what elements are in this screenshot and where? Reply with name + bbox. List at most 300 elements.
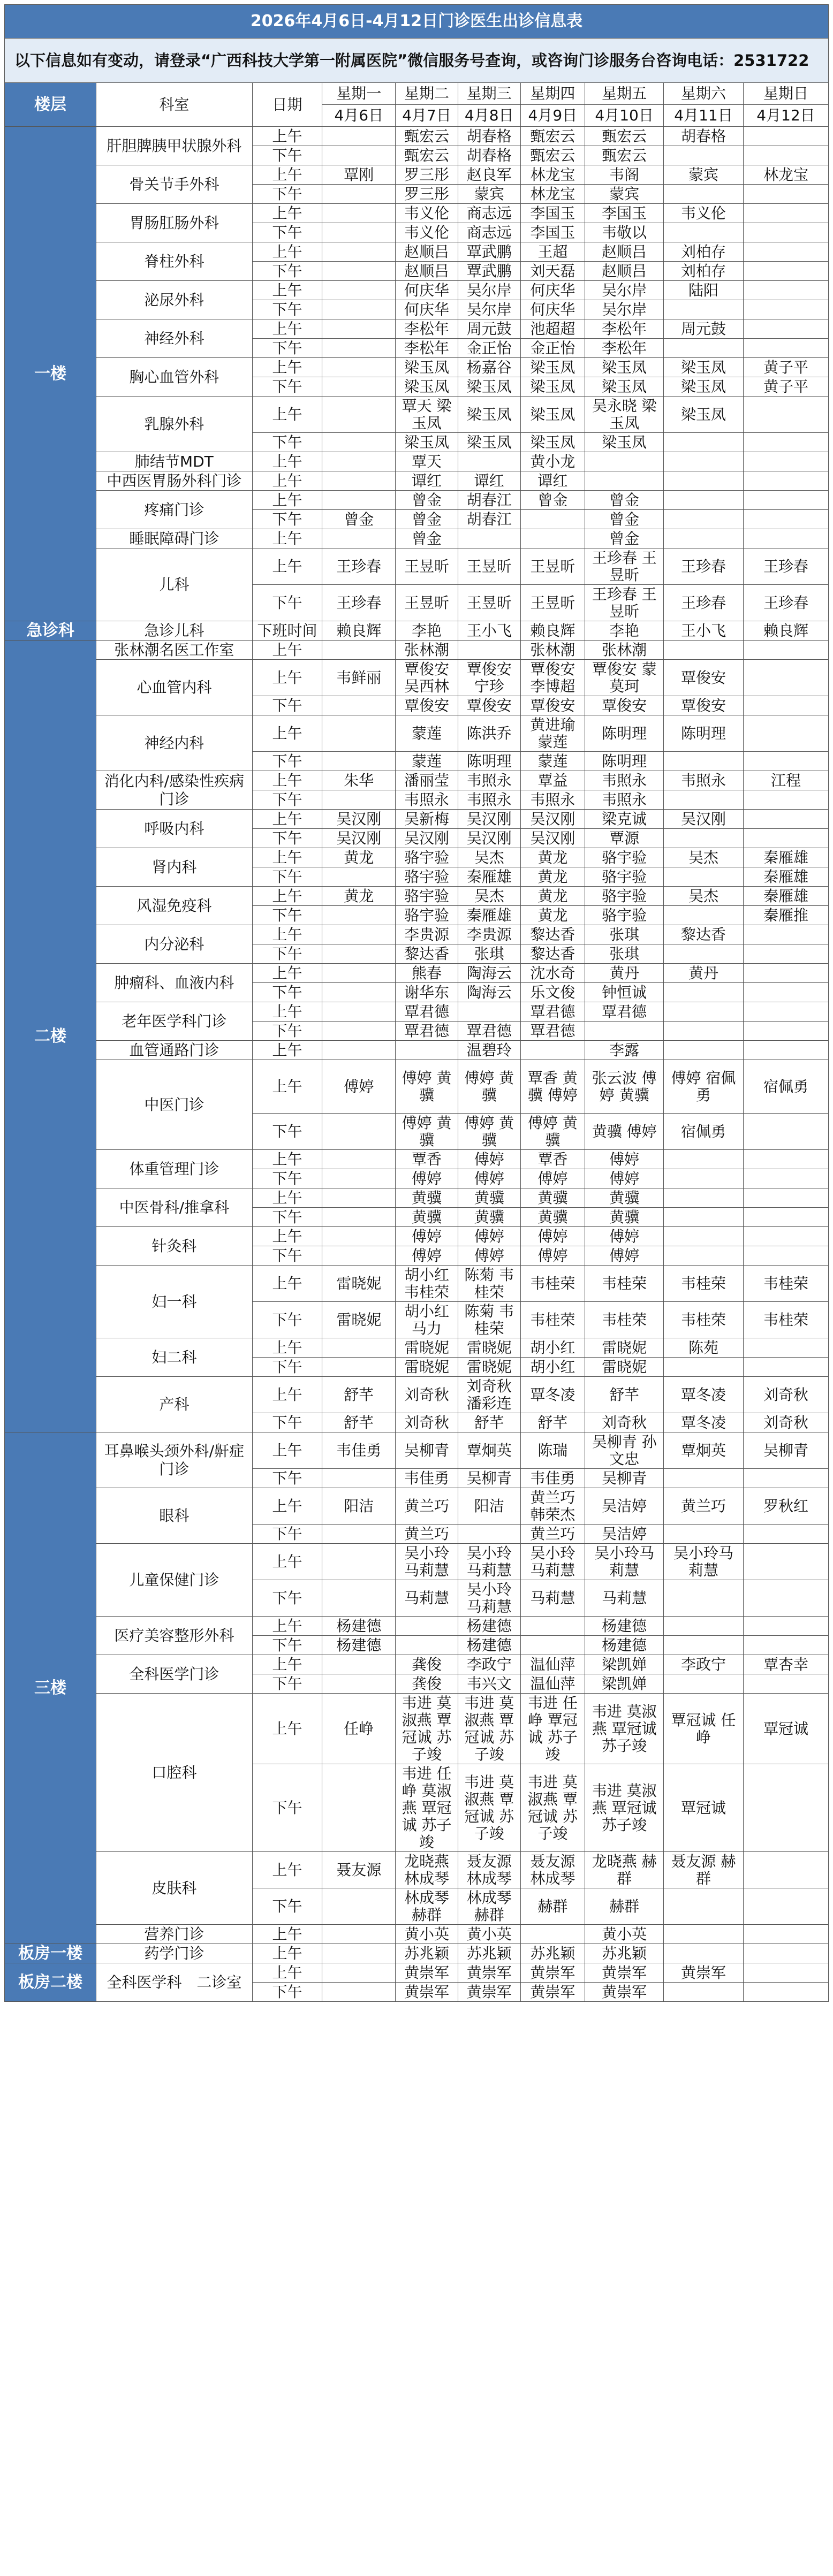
doctor-cell: 陈苑 xyxy=(664,1338,744,1358)
doctor-cell xyxy=(520,1617,585,1636)
doctor-cell: 赵顺吕 xyxy=(585,242,664,262)
doctor-cell: 韦照永 xyxy=(458,790,520,810)
doctor-cell xyxy=(322,339,396,358)
doctor-cell: 赵顺吕 xyxy=(585,262,664,281)
doctor-cell: 杨建德 xyxy=(458,1617,520,1636)
doctor-cell: 梁玉凤 xyxy=(396,358,458,377)
doctor-cell: 曾金 xyxy=(322,510,396,529)
schedule-sheet xyxy=(4,4,829,2002)
doctor-cell: 吴尔岸 xyxy=(458,300,520,319)
date-cell-header: 4月8日 xyxy=(458,105,520,127)
doctor-cell: 马莉慧 xyxy=(396,1580,458,1617)
doctor-cell: 梁玉凤 xyxy=(520,397,585,433)
doctor-cell: 胡春格 xyxy=(664,127,744,146)
doctor-cell: 覃刚 xyxy=(322,165,396,185)
doctor-cell: 覃君德 xyxy=(396,1002,458,1022)
doctor-cell: 林成琴 赫群 xyxy=(396,1888,458,1925)
doctor-cell xyxy=(322,983,396,1002)
doctor-cell: 李松年 xyxy=(396,319,458,339)
doctor-cell xyxy=(743,715,828,752)
doctor-cell: 覃天 xyxy=(396,452,458,471)
doctor-cell: 骆宇验 xyxy=(585,848,664,867)
doctor-cell: 吴尔岸 xyxy=(458,281,520,300)
doctor-cell: 黄骥 xyxy=(396,1188,458,1208)
doctor-cell xyxy=(664,1525,744,1544)
doctor-cell xyxy=(322,925,396,944)
doctor-cell xyxy=(743,752,828,771)
session-time: 上午 xyxy=(252,204,322,223)
dept-name: 老年医学科门诊 xyxy=(96,1002,252,1041)
doctor-cell: 韦义伦 xyxy=(396,223,458,242)
doctor-cell: 甄宏云 xyxy=(396,127,458,146)
doctor-cell: 覃俊安 xyxy=(520,696,585,715)
session-time: 上午 xyxy=(252,452,322,471)
table-row xyxy=(5,452,829,471)
doctor-cell: 王小飞 xyxy=(458,621,520,641)
doctor-cell: 曾金 xyxy=(520,491,585,510)
doctor-cell: 龚俊 xyxy=(396,1674,458,1694)
session-time: 下午 xyxy=(252,1208,322,1227)
table-row xyxy=(5,1852,829,1888)
doctor-cell: 宿佩勇 xyxy=(664,1114,744,1150)
doctor-cell xyxy=(322,1888,396,1925)
doctor-cell: 谭红 xyxy=(520,471,585,491)
session-time: 上午 xyxy=(252,165,322,185)
doctor-cell: 陈瑞 xyxy=(520,1432,585,1469)
table-row xyxy=(5,165,829,185)
doctor-cell: 韦佳勇 xyxy=(520,1469,585,1488)
dept-name: 营养门诊 xyxy=(96,1925,252,1944)
doctor-cell: 黄兰巧 xyxy=(396,1488,458,1525)
table-row xyxy=(5,848,829,867)
doctor-cell: 梁玉凤 xyxy=(664,397,744,433)
doctor-cell xyxy=(664,1888,744,1925)
dept-name: 神经内科 xyxy=(96,715,252,771)
dept-name: 药学门诊 xyxy=(96,1944,252,1963)
doctor-cell: 覃益 xyxy=(520,771,585,790)
doctor-cell xyxy=(743,696,828,715)
weekday-header: 星期四 xyxy=(520,83,585,105)
session-time: 上午 xyxy=(252,548,322,585)
doctor-cell xyxy=(664,867,744,887)
doctor-cell: 傅婷 黄骥 xyxy=(396,1060,458,1114)
session-time: 上午 xyxy=(252,1002,322,1022)
doctor-cell: 覃香 黄骥 傅婷 xyxy=(520,1060,585,1114)
doctor-cell: 陈明理 xyxy=(585,715,664,752)
doctor-cell: 王珍春 xyxy=(743,548,828,585)
doctor-cell xyxy=(743,1041,828,1060)
doctor-cell: 黄龙 xyxy=(520,906,585,925)
table-row xyxy=(5,471,829,491)
doctor-cell: 李松年 xyxy=(396,339,458,358)
doctor-cell: 韦桂荣 xyxy=(520,1302,585,1338)
doctor-cell: 王昱昕 xyxy=(520,585,585,621)
doctor-cell: 黄龙 xyxy=(520,848,585,867)
date-cell-header: 4月7日 xyxy=(396,105,458,127)
doctor-cell: 雷晓妮 xyxy=(322,1266,396,1302)
doctor-cell: 胡小红 xyxy=(520,1338,585,1358)
dept-name: 乳腺外科 xyxy=(96,397,252,452)
doctor-cell: 吴洁婷 xyxy=(585,1488,664,1525)
doctor-cell: 杨建德 xyxy=(585,1636,664,1655)
doctor-cell: 覃冬凌 xyxy=(664,1377,744,1413)
table-row xyxy=(5,1338,829,1358)
doctor-cell: 刘奇秋 xyxy=(743,1377,828,1413)
doctor-cell: 梁玉凤 xyxy=(585,377,664,397)
doctor-cell xyxy=(664,790,744,810)
doctor-cell: 骆宇验 xyxy=(585,906,664,925)
doctor-cell xyxy=(322,1544,396,1580)
doctor-cell xyxy=(664,1227,744,1246)
dept-name: 产科 xyxy=(96,1377,252,1432)
session-time: 上午 xyxy=(252,660,322,696)
doctor-cell: 梁凯婵 xyxy=(585,1655,664,1674)
doctor-cell xyxy=(743,300,828,319)
doctor-cell: 王小飞 xyxy=(664,621,744,641)
doctor-cell: 陈洪乔 xyxy=(458,715,520,752)
doctor-cell: 胡小红 韦桂荣 xyxy=(396,1266,458,1302)
session-time: 上午 xyxy=(252,1266,322,1302)
session-time: 下午 xyxy=(252,585,322,621)
doctor-cell: 甄宏云 xyxy=(520,127,585,146)
doctor-cell: 吴汉刚 xyxy=(396,829,458,848)
doctor-cell xyxy=(743,1617,828,1636)
dept-name: 肾内科 xyxy=(96,848,252,887)
doctor-cell: 吴柳青 xyxy=(585,1469,664,1488)
dept-name: 妇二科 xyxy=(96,1338,252,1377)
doctor-cell xyxy=(743,1150,828,1169)
doctor-cell: 韦义伦 xyxy=(396,204,458,223)
table-row xyxy=(5,1655,829,1674)
doctor-cell: 覃俊安 李博超 xyxy=(520,660,585,696)
session-time: 上午 xyxy=(252,1488,322,1525)
weekday-header: 星期一 xyxy=(322,83,396,105)
doctor-cell: 赖良辉 xyxy=(520,621,585,641)
doctor-cell xyxy=(322,790,396,810)
date-cell-header: 4月10日 xyxy=(585,105,664,127)
doctor-cell: 舒芊 xyxy=(585,1377,664,1413)
table-row xyxy=(5,964,829,983)
session-time: 上午 xyxy=(252,1925,322,1944)
doctor-cell: 任峥 xyxy=(322,1694,396,1764)
doctor-cell: 刘柏存 xyxy=(664,262,744,281)
doctor-cell: 李贵源 xyxy=(458,925,520,944)
dept-name: 胃肠肛肠外科 xyxy=(96,204,252,242)
table-row xyxy=(5,1150,829,1169)
session-time: 上午 xyxy=(252,471,322,491)
doctor-cell xyxy=(743,127,828,146)
doctor-cell: 覃俊安 xyxy=(585,696,664,715)
doctor-cell xyxy=(322,300,396,319)
dept-name: 中西医胃肠外科门诊 xyxy=(96,471,252,491)
dept-name: 泌尿外科 xyxy=(96,281,252,319)
doctor-cell xyxy=(743,983,828,1002)
doctor-cell: 胡春江 xyxy=(458,510,520,529)
dept-name: 体重管理门诊 xyxy=(96,1150,252,1188)
dept-name: 胸心血管外科 xyxy=(96,358,252,397)
doctor-cell xyxy=(743,281,828,300)
doctor-cell: 聂友源 赫群 xyxy=(664,1852,744,1888)
doctor-cell xyxy=(396,1636,458,1655)
doctor-cell: 覃源 xyxy=(585,829,664,848)
doctor-cell: 黄兰巧 xyxy=(664,1488,744,1525)
doctor-cell: 秦雁雄 xyxy=(458,867,520,887)
doctor-cell: 黄兰巧 xyxy=(520,1525,585,1544)
doctor-cell: 黄龙 xyxy=(520,887,585,906)
doctor-cell: 赵顺吕 xyxy=(396,242,458,262)
doctor-cell: 张琪 xyxy=(585,944,664,964)
doctor-cell: 韦佳勇 xyxy=(396,1469,458,1488)
floor-label: 二楼 xyxy=(5,641,96,1432)
table-row xyxy=(5,1694,829,1764)
table-row xyxy=(5,1488,829,1525)
doctor-cell: 黄骥 傅婷 xyxy=(585,1114,664,1150)
doctor-cell: 阳洁 xyxy=(458,1488,520,1525)
doctor-cell xyxy=(743,810,828,829)
doctor-cell: 刘奇秋 xyxy=(396,1413,458,1432)
doctor-cell: 李松年 xyxy=(585,339,664,358)
doctor-cell: 陈明理 xyxy=(664,715,744,752)
doctor-cell: 梁玉凤 xyxy=(664,358,744,377)
doctor-cell: 傅婷 xyxy=(322,1060,396,1114)
doctor-cell: 聂友源 xyxy=(322,1852,396,1888)
doctor-cell xyxy=(664,471,744,491)
session-time: 下午 xyxy=(252,1674,322,1694)
doctor-cell xyxy=(664,433,744,452)
session-time: 下午 xyxy=(252,1358,322,1377)
weekday-header: 星期五 xyxy=(585,83,664,105)
weekday-header: 星期日 xyxy=(743,83,828,105)
doctor-cell: 舒芊 xyxy=(322,1413,396,1432)
doctor-cell: 陶海云 xyxy=(458,964,520,983)
dept-name: 急诊儿科 xyxy=(96,621,252,641)
date-cell-header: 4月12日 xyxy=(743,105,828,127)
doctor-cell: 杨建德 xyxy=(458,1636,520,1655)
doctor-cell xyxy=(458,1525,520,1544)
doctor-cell: 陈明理 xyxy=(458,752,520,771)
doctor-cell: 梁玉凤 xyxy=(458,377,520,397)
doctor-cell: 傅婷 xyxy=(520,1169,585,1188)
date-cell-header: 4月9日 xyxy=(520,105,585,127)
doctor-cell: 吴洁婷 xyxy=(585,1525,664,1544)
session-time: 上午 xyxy=(252,358,322,377)
doctor-cell xyxy=(743,1525,828,1544)
doctor-cell: 梁玉凤 xyxy=(520,377,585,397)
doctor-cell xyxy=(743,1925,828,1944)
doctor-cell: 周元鼓 xyxy=(664,319,744,339)
doctor-cell: 吴汉刚 xyxy=(520,829,585,848)
doctor-cell xyxy=(743,1963,828,1983)
doctor-cell: 覃冬凌 xyxy=(664,1413,744,1432)
doctor-cell xyxy=(743,1227,828,1246)
dept-name: 脊柱外科 xyxy=(96,242,252,281)
doctor-cell: 黎达香 xyxy=(520,925,585,944)
doctor-cell xyxy=(664,300,744,319)
doctor-cell: 胡小红 马力 xyxy=(396,1302,458,1338)
doctor-cell: 吴汉刚 xyxy=(322,829,396,848)
doctor-cell: 李国玉 xyxy=(520,223,585,242)
doctor-cell: 蒙莲 xyxy=(396,752,458,771)
doctor-cell: 龙晓燕 林成琴 xyxy=(396,1852,458,1888)
doctor-cell xyxy=(743,204,828,223)
weekday-header: 星期二 xyxy=(396,83,458,105)
doctor-cell: 覃俊安 吴西林 xyxy=(396,660,458,696)
doctor-cell xyxy=(743,1944,828,1963)
doctor-cell: 胡小红 xyxy=(520,1358,585,1377)
doctor-cell xyxy=(743,1188,828,1208)
doctor-cell xyxy=(664,983,744,1002)
doctor-cell xyxy=(664,1358,744,1377)
doctor-cell: 吴尔岸 xyxy=(585,300,664,319)
doctor-cell: 张林潮 xyxy=(396,641,458,660)
doctor-cell: 赵顺吕 xyxy=(396,262,458,281)
doctor-cell: 韦义伦 xyxy=(664,204,744,223)
doctor-cell xyxy=(322,1114,396,1150)
doctor-cell xyxy=(743,529,828,548)
doctor-cell xyxy=(743,1169,828,1188)
session-time: 下午 xyxy=(252,696,322,715)
doctor-cell: 黄崇军 xyxy=(458,1963,520,1983)
doctor-cell: 吴汉刚 xyxy=(458,829,520,848)
doctor-cell: 温碧玲 xyxy=(458,1041,520,1060)
doctor-cell: 黄小英 xyxy=(458,1925,520,1944)
doctor-cell: 覃君德 xyxy=(396,1022,458,1041)
doctor-cell: 覃冠诚 xyxy=(743,1694,828,1764)
doctor-cell: 骆宇验 xyxy=(585,867,664,887)
doctor-cell: 朱华 xyxy=(322,771,396,790)
session-time: 上午 xyxy=(252,810,322,829)
doctor-cell: 吴杰 xyxy=(664,848,744,867)
doctor-cell: 韦兴文 xyxy=(458,1674,520,1694)
session-time: 上午 xyxy=(252,1655,322,1674)
doctor-cell: 何庆华 xyxy=(520,300,585,319)
doctor-cell xyxy=(585,452,664,471)
doctor-cell xyxy=(458,529,520,548)
doctor-cell xyxy=(322,452,396,471)
doctor-cell xyxy=(743,1469,828,1488)
dept-name: 消化内科/感染性疾病门诊 xyxy=(96,771,252,810)
table-row xyxy=(5,1944,829,1963)
doctor-cell: 韦照永 xyxy=(664,771,744,790)
doctor-cell: 乐文俊 xyxy=(520,983,585,1002)
doctor-cell: 蒙莲 xyxy=(396,715,458,752)
doctor-cell: 李政宁 xyxy=(664,1655,744,1674)
date-header: 日期 xyxy=(252,83,322,127)
doctor-cell: 秦雁推 xyxy=(743,906,828,925)
doctor-cell xyxy=(322,491,396,510)
doctor-cell: 赵良军 xyxy=(458,165,520,185)
doctor-cell xyxy=(743,829,828,848)
session-time: 上午 xyxy=(252,1227,322,1246)
doctor-cell xyxy=(664,185,744,204)
table-row xyxy=(5,242,829,262)
table-row xyxy=(5,660,829,696)
doctor-cell xyxy=(743,339,828,358)
doctor-cell xyxy=(664,491,744,510)
doctor-cell xyxy=(664,1002,744,1022)
doctor-cell: 苏兆颖 xyxy=(585,1944,664,1963)
doctor-cell: 黄崇军 xyxy=(396,1963,458,1983)
doctor-cell: 韦照永 xyxy=(458,771,520,790)
session-time: 上午 xyxy=(252,1150,322,1169)
doctor-cell xyxy=(520,529,585,548)
session-time: 下午 xyxy=(252,185,322,204)
doctor-cell xyxy=(743,1580,828,1617)
doctor-cell xyxy=(322,696,396,715)
doctor-cell xyxy=(664,1674,744,1694)
table-row xyxy=(5,715,829,752)
doctor-cell: 王昱昕 xyxy=(458,585,520,621)
dept-name: 眼科 xyxy=(96,1488,252,1544)
doctor-cell: 秦雁雄 xyxy=(743,887,828,906)
doctor-cell xyxy=(743,925,828,944)
doctor-cell: 刘柏存 xyxy=(664,242,744,262)
doctor-cell xyxy=(322,1525,396,1544)
doctor-cell: 傅婷 xyxy=(520,1227,585,1246)
floor-header: 楼层 xyxy=(5,83,96,127)
doctor-cell: 苏兆颖 xyxy=(520,1944,585,1963)
doctor-cell: 周元鼓 xyxy=(458,319,520,339)
doctor-cell: 韦照永 xyxy=(585,790,664,810)
doctor-cell: 韦进 莫淑燕 覃冠诚 苏子竣 xyxy=(458,1694,520,1764)
doctor-cell: 覃杏幸 xyxy=(743,1655,828,1674)
doctor-cell: 韦进 任峥 覃冠诚 苏子竣 xyxy=(520,1694,585,1764)
doctor-cell xyxy=(743,319,828,339)
doctor-cell: 林龙宝 xyxy=(520,185,585,204)
doctor-cell: 宿佩勇 xyxy=(743,1060,828,1114)
doctor-cell xyxy=(322,1674,396,1694)
doctor-cell: 韦桂荣 xyxy=(743,1266,828,1302)
doctor-cell: 覃君德 xyxy=(520,1002,585,1022)
session-time: 下午 xyxy=(252,1413,322,1432)
doctor-cell: 吴汉刚 xyxy=(664,810,744,829)
doctor-cell: 秦雁雄 xyxy=(743,867,828,887)
doctor-cell: 覃香 xyxy=(520,1150,585,1169)
dept-name: 骨关节手外科 xyxy=(96,165,252,204)
doctor-cell xyxy=(664,641,744,660)
doctor-cell: 吴小玲 马莉慧 xyxy=(458,1580,520,1617)
doctor-cell: 温仙萍 xyxy=(520,1674,585,1694)
doctor-cell xyxy=(322,1358,396,1377)
doctor-cell xyxy=(322,319,396,339)
weekday-header: 星期三 xyxy=(458,83,520,105)
doctor-cell: 覃俊安 宁珍 xyxy=(458,660,520,696)
doctor-cell: 黄丹 xyxy=(585,964,664,983)
doctor-cell: 赖良辉 xyxy=(743,621,828,641)
doctor-cell: 黄兰巧 xyxy=(396,1525,458,1544)
doctor-cell: 傅婷 xyxy=(396,1169,458,1188)
dept-name: 睡眠障碍门诊 xyxy=(96,529,252,548)
floor-label: 板房二楼 xyxy=(5,1963,96,2002)
doctor-cell: 覃俊安 xyxy=(664,660,744,696)
doctor-cell: 覃俊安 蒙莫珂 xyxy=(585,660,664,696)
doctor-cell xyxy=(664,829,744,848)
doctor-cell: 龚俊 xyxy=(396,1655,458,1674)
doctor-cell: 傅婷 xyxy=(585,1227,664,1246)
doctor-cell: 吴杰 xyxy=(458,887,520,906)
doctor-cell xyxy=(322,752,396,771)
doctor-cell: 赫群 xyxy=(520,1888,585,1925)
doctor-cell xyxy=(322,1655,396,1674)
doctor-cell xyxy=(322,146,396,165)
session-time: 上午 xyxy=(252,771,322,790)
doctor-cell: 傅婷 xyxy=(585,1169,664,1188)
session-time: 上午 xyxy=(252,925,322,944)
session-time: 下午 xyxy=(252,1888,322,1925)
doctor-cell xyxy=(322,1169,396,1188)
doctor-cell xyxy=(520,1636,585,1655)
doctor-cell xyxy=(743,944,828,964)
